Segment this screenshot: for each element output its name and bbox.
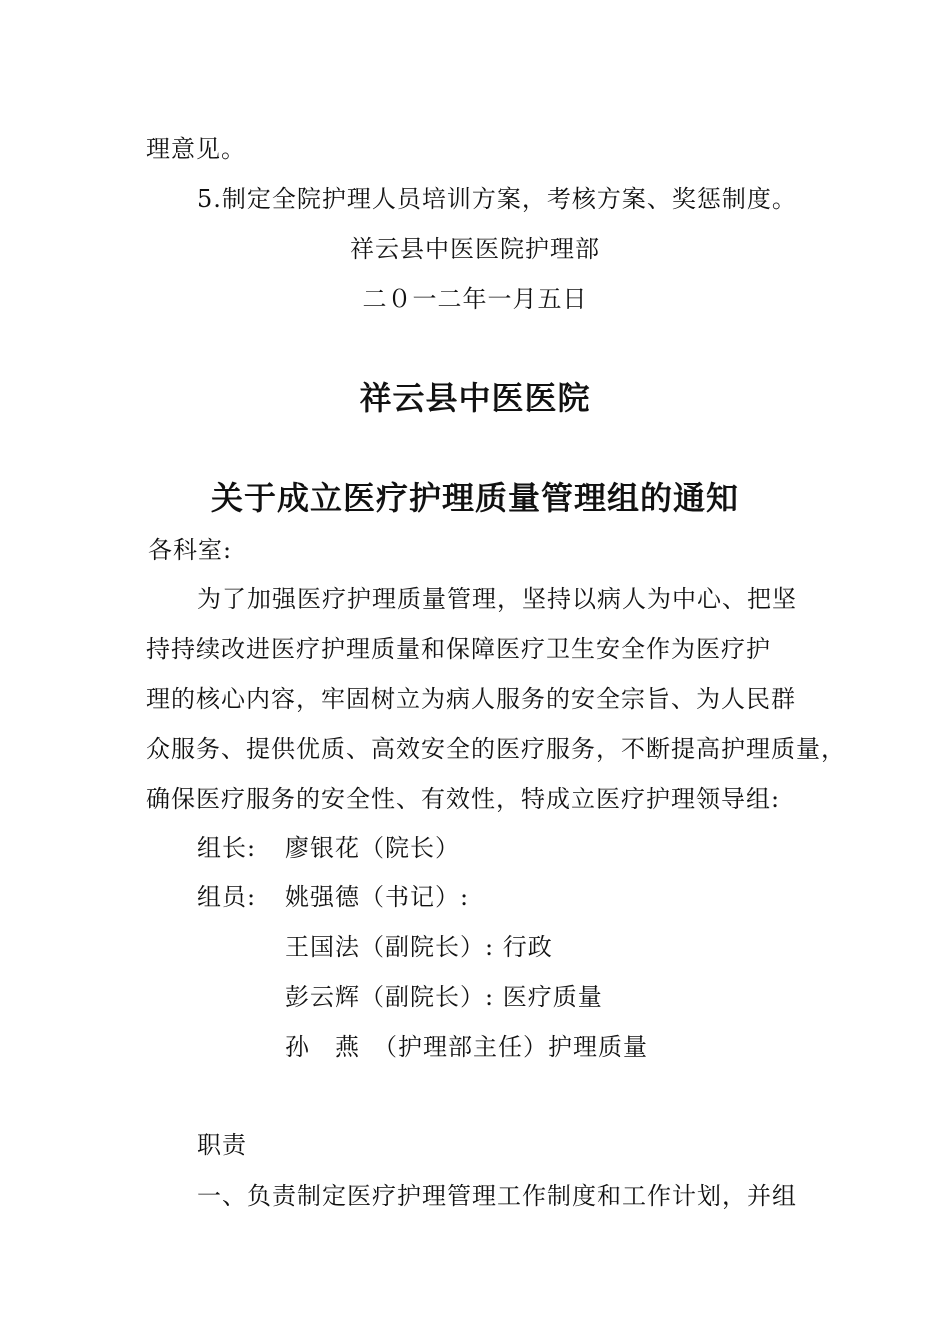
continuation-text: 理意见。 [146,135,246,163]
body-line-2: 持持续改进医疗护理质量和保障医疗卫生安全作为医疗护 [146,635,771,663]
member-4: 孙 燕 （护理部主任）护理质量 [285,1033,648,1061]
duties-heading: 职责 [197,1131,247,1159]
members-label: 组员: [197,883,257,911]
notice-title-subject: 关于成立医疗护理质量管理组的通知 [210,479,739,517]
body-line-5: 确保医疗服务的安全性、有效性，特成立医疗护理领导组: [146,785,781,813]
body-line-4: 众服务、提供优质、高效安全的医疗服务，不断提高护理质量， [146,735,846,763]
leader-value: 廖银花（院长） [285,834,460,862]
signature-date: 二０一二年一月五日 [362,285,588,313]
salutation: 各科室: [148,536,233,564]
member-1: 姚强德（书记）: [285,883,470,911]
member-2: 王国法（副院长）: 行政 [285,933,553,961]
member-3: 彭云辉（副院长）: 医疗质量 [285,983,603,1011]
item-5-text: 5.制定全院护理人员培训方案，考核方案、奖惩制度。 [197,185,797,213]
body-line-1: 为了加强医疗护理质量管理，坚持以病人为中心、把坚 [197,585,797,613]
duty-1: 一、负责制定医疗护理管理工作制度和工作计划，并组 [197,1182,797,1210]
leader-label: 组长: [197,834,257,862]
signature-department: 祥云县中医医院护理部 [350,235,600,263]
body-line-3: 理的核心内容，牢固树立为病人服务的安全宗旨、为人民群 [146,685,796,713]
notice-title-org: 祥云县中医医院 [359,379,591,417]
